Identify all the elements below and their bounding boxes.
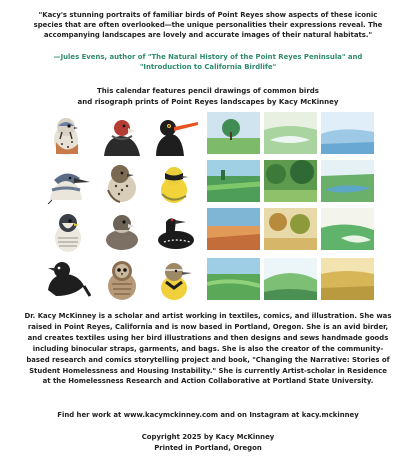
landscape-trees-print <box>264 208 317 250</box>
blackbird-drawing <box>44 256 92 300</box>
artist-bio: Dr. Kacy McKinney is a scholar and artist working in textiles, comics, and illustration. She was raised in Point Reyes, California and is now based in Portland, Oregon. She is an avid birder, and creates textiles using her bird illustrations and then designs and sews handmade goods including binocular straps, garments, and bags. She is also the creator of the community-based research and comics storytelling project and book, "Changing the Narrative: Stories of Student Homelessness and Housing Instability." She is currently Artist-scholar in Residence at the Homelessness Research and Action Collaborative at Portland State University. <box>24 312 392 386</box>
kingfisher-drawing <box>44 160 92 204</box>
peregrine-drawing <box>44 208 92 252</box>
grebe-drawing <box>98 208 146 252</box>
landscape-shore-print <box>321 208 374 250</box>
harrier-drawing <box>98 256 146 300</box>
intro-line-2: and risograph prints of Point Reyes landscapes by Kacy McKinney <box>77 98 339 106</box>
contact-info <box>24 410 392 420</box>
turkey-vulture-drawing <box>98 112 146 156</box>
thrush-drawing <box>98 160 146 204</box>
loon-drawing <box>152 208 200 252</box>
landscape-lagoon-print <box>264 112 317 154</box>
landscape-bay-print <box>321 112 374 154</box>
printed-line: Printed in Portland, Oregon <box>154 443 262 452</box>
landscape-tree-print <box>207 112 260 154</box>
attribution-line-1: —Jules Evens, author of "The Natural History of the Point Reyes Peninsula" and <box>53 53 363 61</box>
yellowthroat-drawing <box>152 160 200 204</box>
copyright-line: Copyright 2025 by Kacy McKinney <box>141 433 275 441</box>
contact-line: Find her work at www.kacymckinney.com and on Instagram at kacy.mckinney <box>57 411 359 419</box>
calendar-intro <box>40 86 376 108</box>
kestrel-drawing <box>44 112 92 156</box>
meadowlark-drawing <box>152 256 200 300</box>
bird-drawings-grid <box>44 112 200 302</box>
landscape-field-print <box>321 258 374 300</box>
landscape-prints-grid <box>207 112 374 304</box>
copyright-footer <box>24 432 392 453</box>
landscape-estuary-print <box>321 160 374 202</box>
landscape-sunset-print <box>207 208 260 250</box>
intro-line-1: This calendar features pencil drawings of common birds <box>97 87 319 95</box>
oystercatcher-drawing <box>152 112 200 156</box>
attribution-line-2: "Introduction to California Birdlife" <box>139 63 277 71</box>
landscape-marsh-print <box>207 258 260 300</box>
quote-attribution <box>28 52 388 72</box>
landscape-meadow-print <box>207 160 260 202</box>
landscape-forest-print <box>264 160 317 202</box>
testimonial-quote: "Kacy's stunning portraits of familiar birds of Point Reyes show aspects of these iconic species that are often overlooked—the unique personalities their expressions reveal. The accompanying landscapes are lovely and accurate images of their natural habitats." <box>33 11 383 40</box>
landscape-dune-print <box>264 258 317 300</box>
